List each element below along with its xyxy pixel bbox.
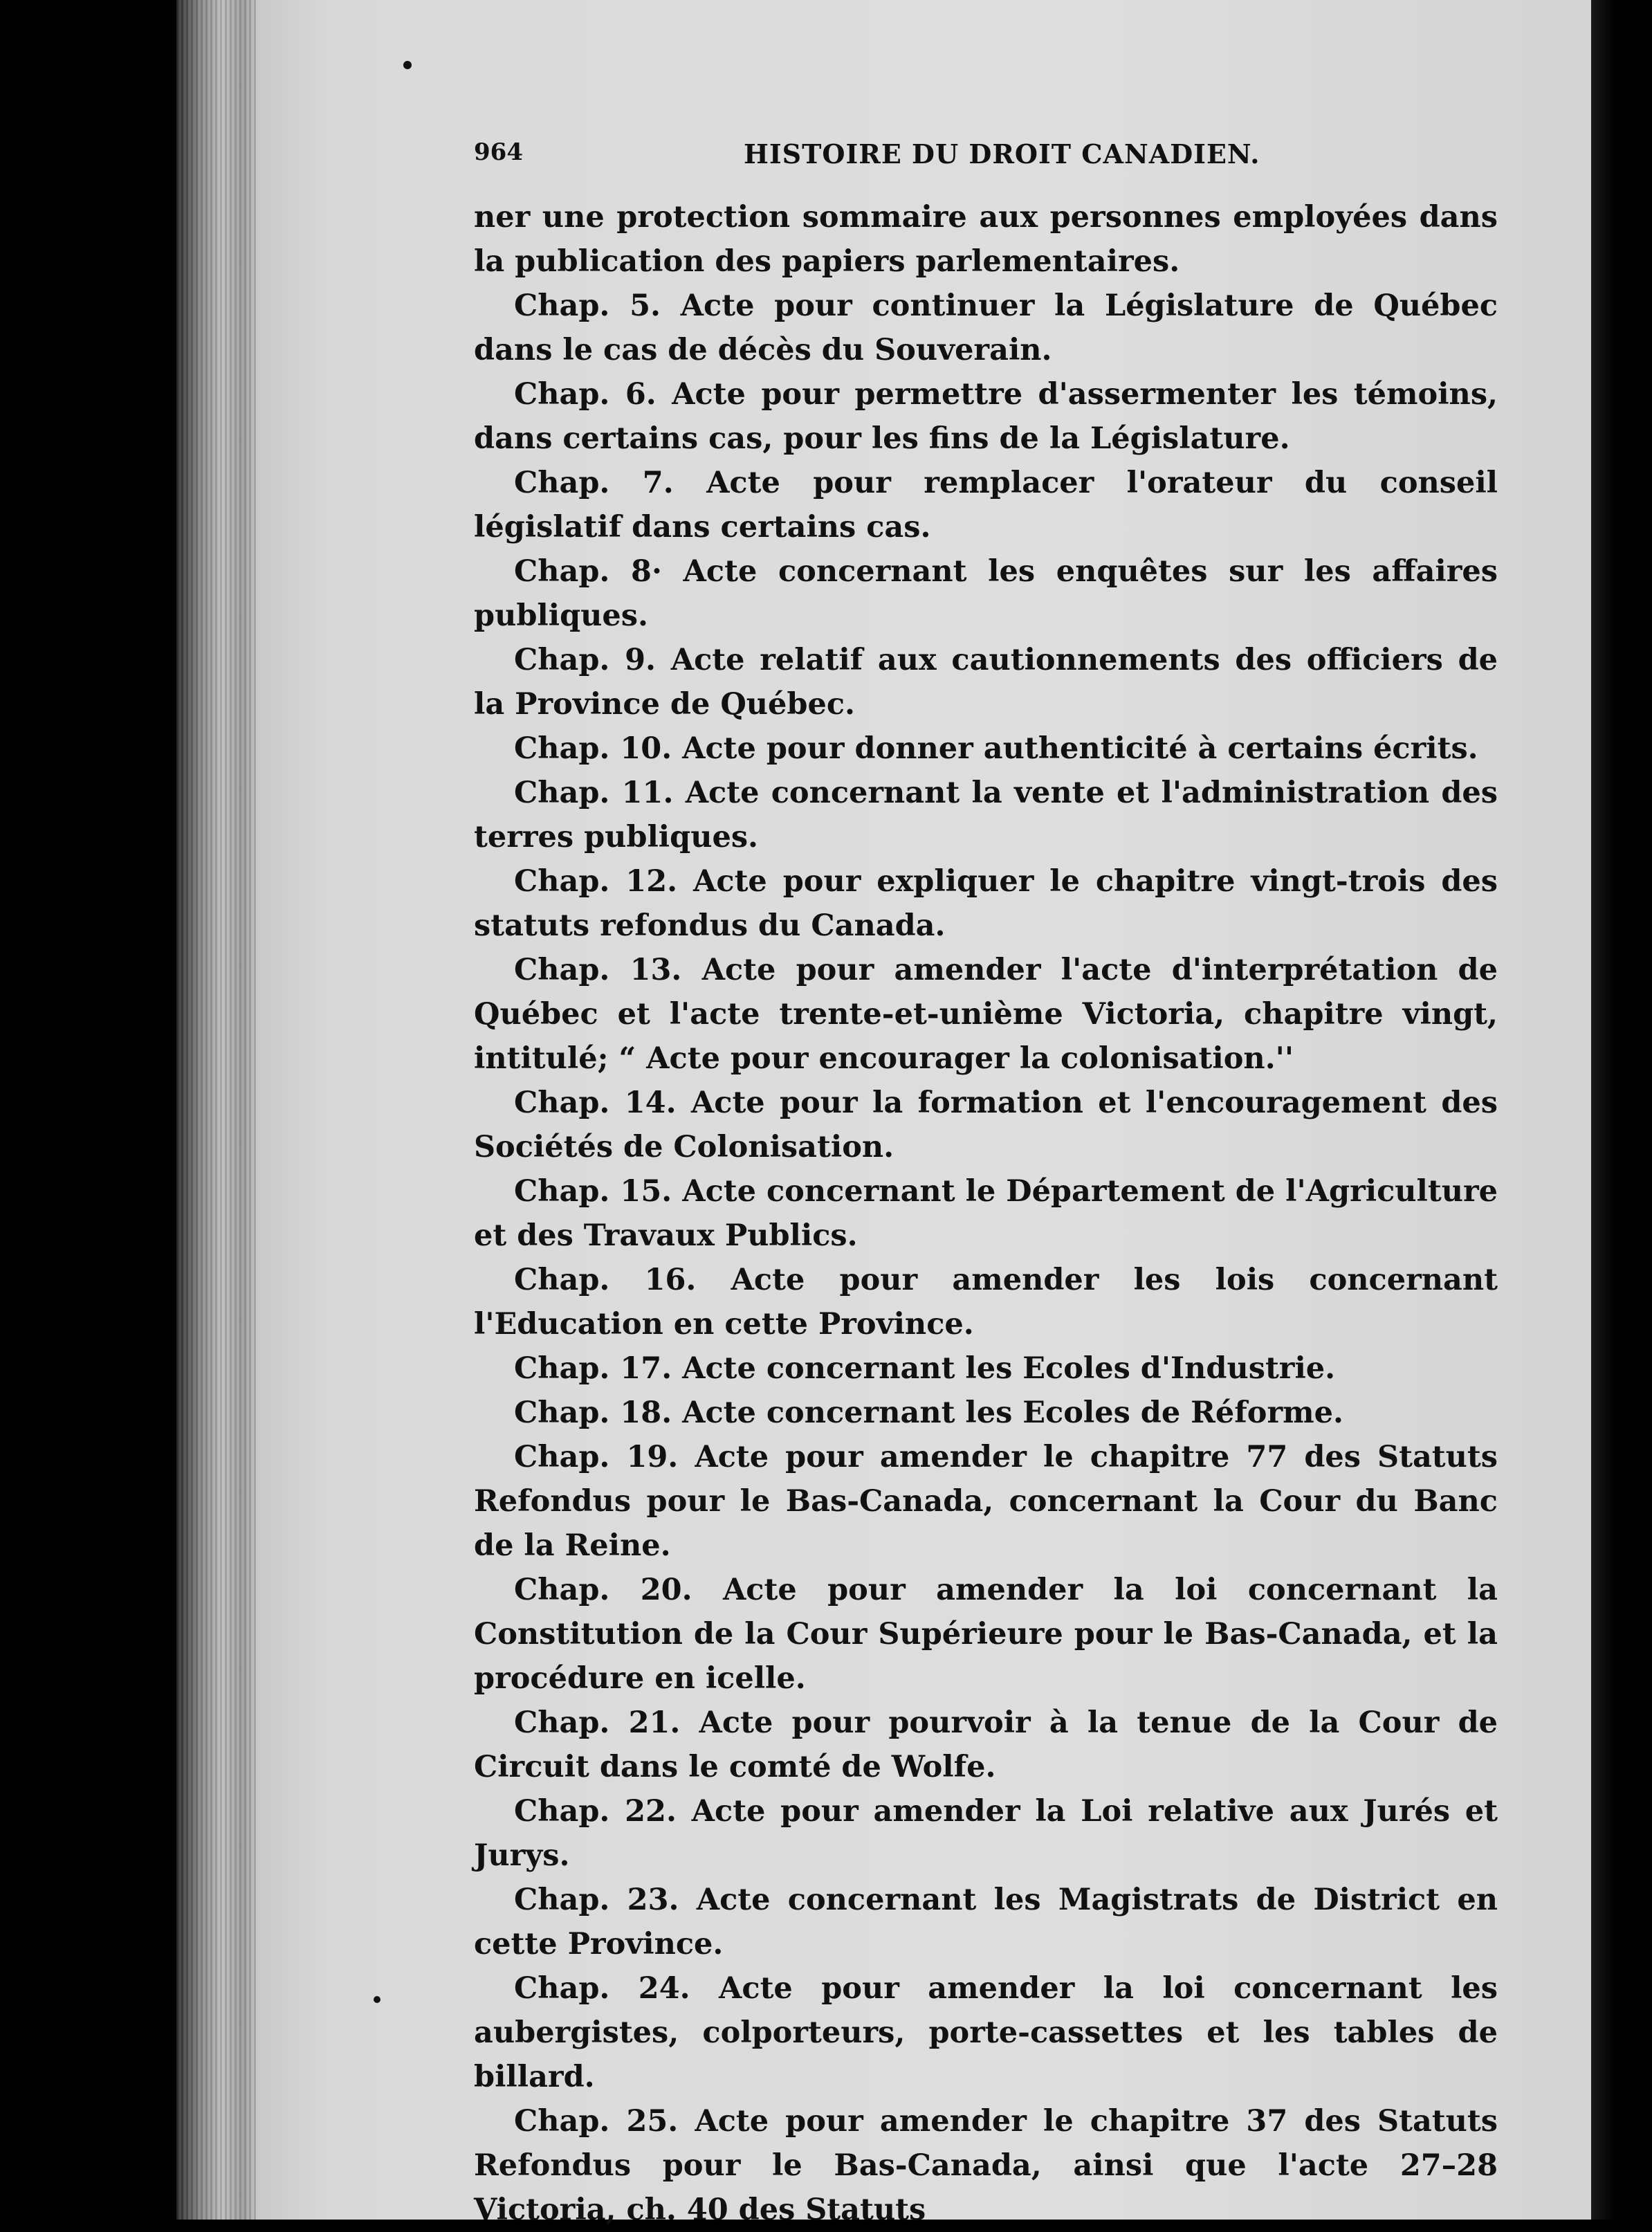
chapter-entry-6: Chap. 6. Acte pour permettre d'assermenter les témoins, dans certains cas, pour les fins de la Législature. — [474, 377, 1498, 456]
page-number: 964 — [474, 138, 523, 166]
facing-page-edge — [1591, 0, 1652, 2220]
chapter-entry-23: Chap. 23. Acte concernant les Magistrats de District en cette Province. — [474, 1883, 1498, 1961]
chapter-entry-24: Chap. 24. Acte pour amender la loi concernant les aubergistes, colporteurs, porte-cassettes et les tables de billard. — [474, 1971, 1498, 2094]
top-speck — [403, 61, 412, 69]
chapter-entry-11: Chap. 11. Acte concernant la vente et l'administration des terres publiques. — [474, 776, 1498, 854]
chapter-entry-13: Chap. 13. Acte pour amender l'acte d'interprétation de Québec et l'acte trente-et-unième Victoria, chapitre vingt, intitulé; “ Acte pour encourager la colonisation.'' — [474, 953, 1498, 1076]
paragraph-continuation: ner une protection sommaire aux personnes employées dans la publication des papiers parlementaires. — [474, 200, 1498, 279]
book-page-edges — [176, 0, 259, 2220]
chapter-entry-8: Chap. 8· Acte concernant les enquêtes sur les affaires publiques. — [474, 554, 1498, 633]
bottom-speck — [374, 1996, 380, 2003]
chapter-entry-21: Chap. 21. Acte pour pourvoir à la tenue de la Cour de Circuit dans le comté de Wolfe. — [474, 1705, 1498, 1784]
chapter-entry-9: Chap. 9. Acte relatif aux cautionnements des officiers de la Province de Québec. — [474, 643, 1498, 722]
chapter-entry-15: Chap. 15. Acte concernant le Département de l'Agriculture et des Travaux Publics. — [474, 1174, 1498, 1253]
chapter-entry-25: Chap. 25. Acte pour amender le chapitre 37 des Statuts Refondus pour le Bas-Canada, ainsi que l'acte 27–28 Victoria, ch. 40 des Statuts — [474, 2104, 1498, 2227]
chapter-entry-14: Chap. 14. Acte pour la formation et l'encouragement des Sociétés de Colonisation. — [474, 1086, 1498, 1164]
chapter-entry-5: Chap. 5. Acte pour continuer la Législature de Québec dans le cas de décès du Souverain. — [474, 289, 1498, 367]
chapter-entry-10: Chap. 10. Acte pour donner authenticité à certains écrits. — [514, 731, 1478, 766]
body-text — [474, 195, 1498, 2232]
chapter-entry-17: Chap. 17. Acte concernant les Ecoles d'Industrie. — [514, 1351, 1336, 1386]
chapter-entry-19: Chap. 19. Acte pour amender le chapitre 77 des Statuts Refondus pour le Bas-Canada, concernant la Cour du Banc de la Reine. — [474, 1440, 1498, 1563]
chapter-entry-22: Chap. 22. Acte pour amender la Loi relative aux Jurés et Jurys. — [474, 1794, 1498, 1873]
chapter-entry-12: Chap. 12. Acte pour expliquer le chapitre vingt-trois des statuts refondus du Canada. — [474, 864, 1498, 943]
page-header — [474, 138, 1498, 173]
chapter-entry-18: Chap. 18. Acte concernant les Ecoles de Réforme. — [514, 1396, 1343, 1430]
running-title: HISTOIRE DU DROIT CANADIEN. — [744, 138, 1260, 170]
chapter-entry-7: Chap. 7. Acte pour remplacer l'orateur du conseil législatif dans certains cas. — [474, 466, 1498, 545]
chapter-entry-20: Chap. 20. Acte pour amender la loi concernant la Constitution de la Cour Supérieure pour le Bas-Canada, et la procédure en icelle. — [474, 1573, 1498, 1696]
chapter-entry-16: Chap. 16. Acte pour amender les lois concernant l'Education en cette Province. — [474, 1263, 1498, 1342]
